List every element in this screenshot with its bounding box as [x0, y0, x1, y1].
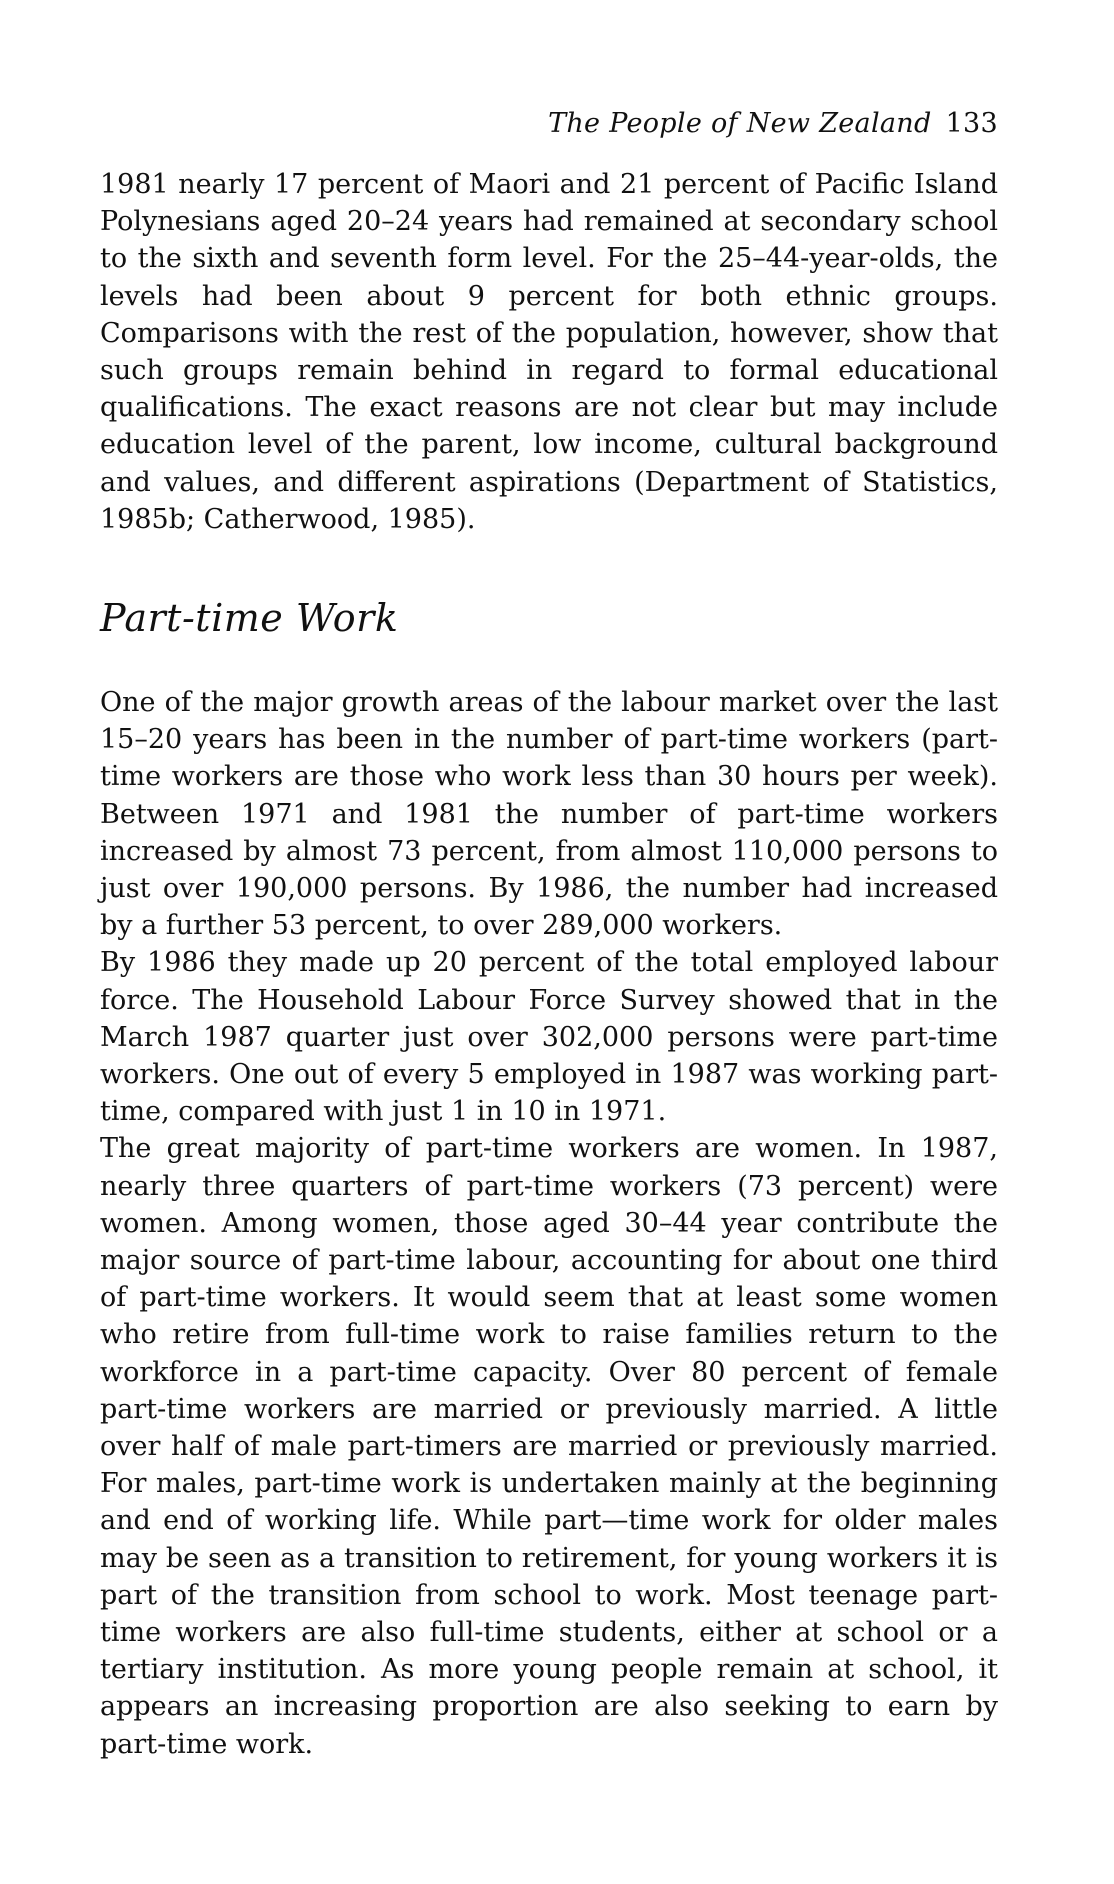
section-paragraph-3: The great majority of part-time workers are women. In 1987, nearly three quarters of part-time workers (73 percent) were women. Among women, those aged 30–44 year contribute the major source of part-time labour, accounting for about one third of part-time workers. It would seem that at least some women who retire from full-time work to raise families return to the workforce in a part-time capacity. Over 80 percent of female part-time workers are married or previously married. A little over half of male part-timers are married or previously married. For males, part-time work is undertaken mainly at the beginning and end of working life. While part—time work for older males may be seen as a transition to retirement, for young workers it is part of the transition from school to work. Most teenage part-time workers are also full-time students, either at school or a tertiary institution. As more young people remain at school, it appears an increasing proportion are also seeking to earn by part-time work.	[100, 1133, 998, 1760]
page-number: 133	[945, 108, 998, 139]
section-heading: Part-time Work	[100, 596, 399, 640]
intro-text-block	[100, 166, 998, 538]
section-paragraph-2: By 1986 they made up 20 percent of the total employed labour force. The Household Labour Force Survey showed that in the March 1987 quarter just over 302,000 persons were part-time workers. One out of every 5 employed in 1987 was working part-time, compared with just 1 in 10 in 1971.	[100, 947, 998, 1128]
running-head	[548, 108, 998, 139]
running-head-title: The People of New Zealand	[548, 108, 932, 139]
section-paragraph-1: One of the major growth areas of the labour market over the last 15–20 years has been in the number of part-time workers (part-time workers are those who work less than 30 hours per week). Between 1971 and 1981 the number of part-time workers increased by almost 73 percent, from almost 110,000 persons to just over 190,000 persons. By 1986, the number had increased by a further 53 percent, to over 289,000 workers.	[100, 687, 998, 942]
section-text-block	[100, 684, 998, 1763]
intro-paragraph: 1981 nearly 17 percent of Maori and 21 percent of Pacific Island Polynesians aged 20–24 years had remained at secondary school to the sixth and seventh form level. For the 25–44-year-olds, the levels had been about 9 percent for both ethnic groups. Comparisons with the rest of the population, however, show that such groups remain behind in regard to formal educational qualifications. The exact reasons are not clear but may include education level of the parent, low income, cultural background and values, and different aspirations (Department of Statistics, 1985b; Catherwood, 1985).	[100, 169, 998, 535]
